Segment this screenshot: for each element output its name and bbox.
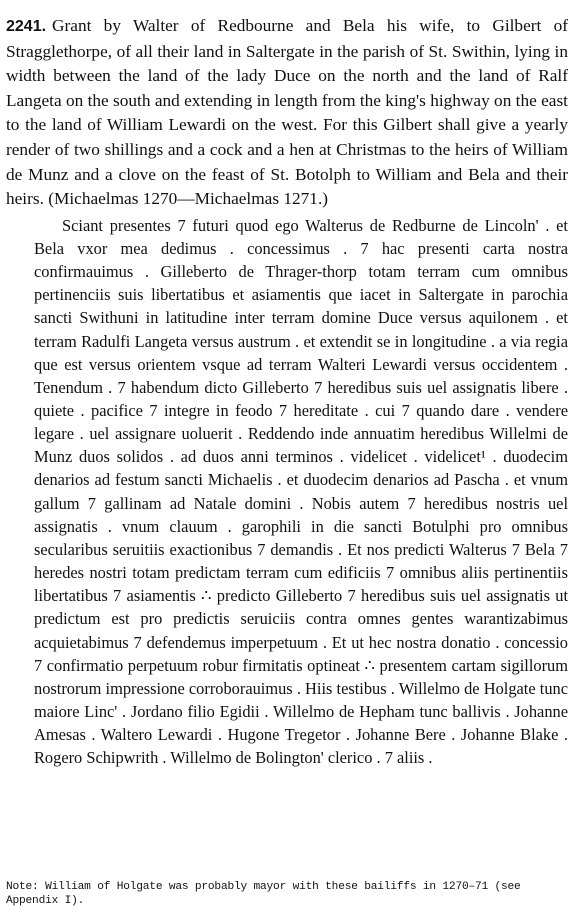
entry-paragraph [6, 14, 568, 212]
footnote: Note: William of Holgate was probably mayor with these bailiffs in 1270–71 (see Appendix I). [6, 881, 521, 907]
latin-charter-text: Sciant presentes 7 futuri quod ego Walterus de Redburne de Lincoln' . et Bela vxor mea dedimus . concessimus . 7 hac presenti carta nostra confirmauimus . Gilleberto de Thrager-thorp totam terram cum omnibus pertinenciis suis libertatibus et asiamentis que iacet in Saltergate in parochia sancti Swithuni in latitudine inter terram domine Duce versus aquilonem . et terram Radulfi Langeta versus austrum . et extendit se in longitudine . a via regia que est versus orientem vsque ad terram Walteri Lewardi versus occidentem . Tenendum . 7 habendum dicto Gilleberto 7 heredibus suis uel assignatis libere . quiete . pacifice 7 integre in feodo 7 hereditate . cui 7 quando dare . vendere legare . uel assignare uoluerit . Reddendo inde annuatim heredibus Willelmi de Munz duos solidos . ad duos anni terminos . videlicet . videlicet¹ . duodecim denarios ad festum sancti Michaelis . et duodecim denarios ad Pascha . et vnum gallum 7 gallinam ad Natale domini . Nobis autem 7 heredibus nostris uel assignatis . vnum clauum . garophili in die sancti Botulphi pro omnibus secularibus seruitiis exactionibus 7 demandis . Et nos predicti Walterus 7 Bela 7 heredes nostri totam predictam terram cum edificiis 7 omnibus aliis pertinentiis libertatibus 7 asiamentis ∴ predicto Gilleberto 7 heredibus suis uel assignatis ut predictum est pro predictis seruiciis contra omnes gentes warantizabimus acquietabimus 7 defendemus imperpetuum . Et ut hec nostra donatio . concessio 7 confirmatio perpetuum robur firmitatis optineat ∴ presentem cartam sigillorum nostrorum impressione corroborauimus . Hiis testibus . Willelmo de Holgate tunc maiore Linc' . Jordano filio Egidii . Willelmo de Hepham tunc ballivis . Johanne Amesas . Waltero Lewardi . Hugone Tregetor . Johanne Bere . Johanne Blake . Rogero Schipwrith . Willelmo de Bolington' clerico . 7 aliis . [34, 215, 568, 768]
entry-number: 2241. [6, 18, 47, 35]
entry-summary: Grant by Walter of Redbourne and Bela his wife, to Gilbert of Stragglethorpe, of all their land in Saltergate in the parish of St. Swithin, lying in width between the land of the lady Duce on the north and the land of Ralf Langeta on the south and extending in length from the king's highway on the east to the land of William Lewardi on the west. For this Gilbert shall give a yearly render of two shillings and a cock and a hen at Christmas to the heirs of William de Munz and a clove on the feast of St. Botolph to William and Bela and their heirs. (Michaelmas 1270—Michaelmas 1271.) [6, 16, 568, 209]
